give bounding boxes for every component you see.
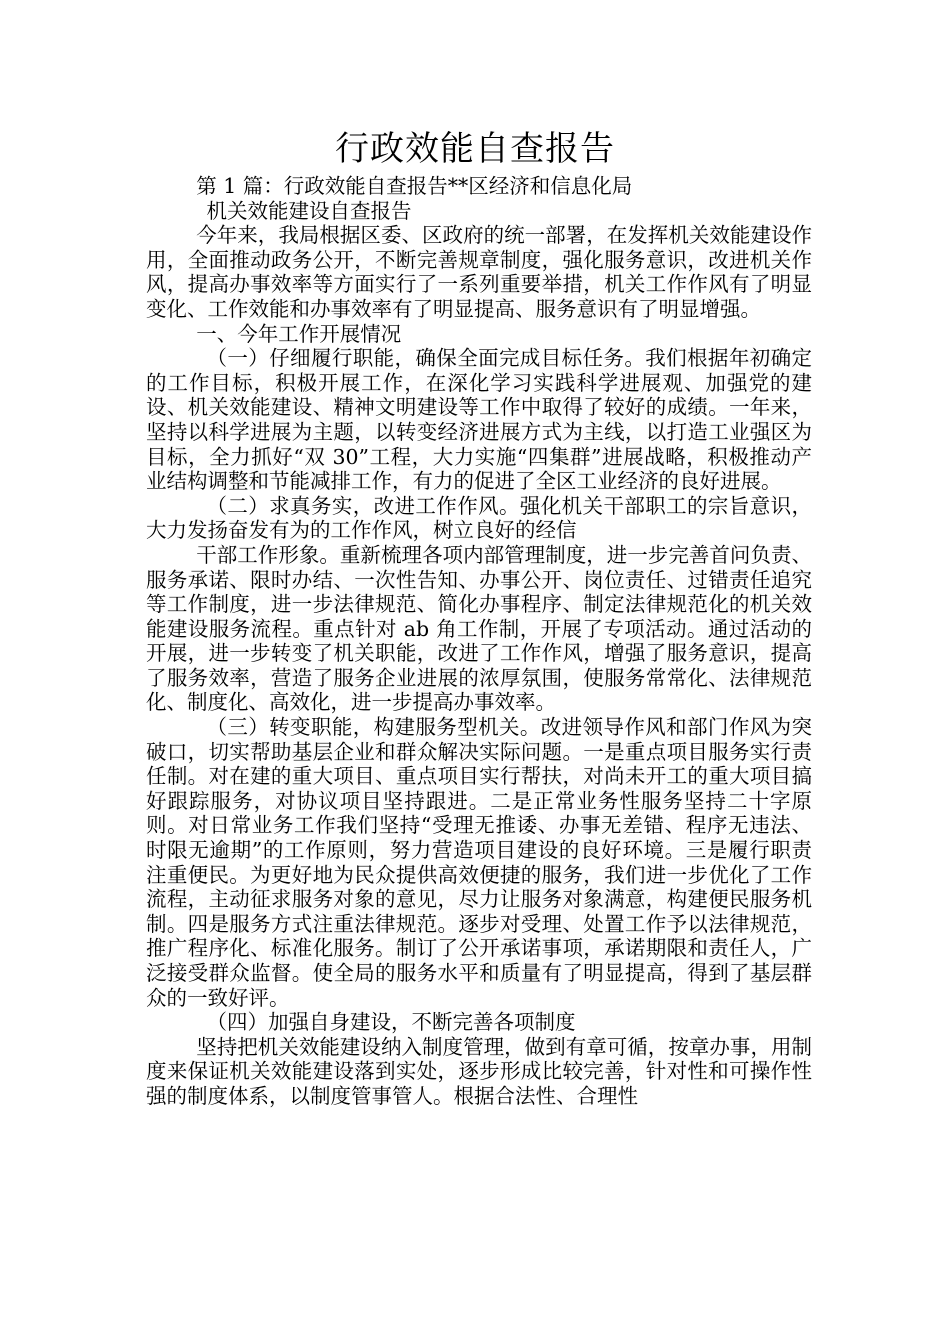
paragraph-item-2-cont: 干部工作形象。重新梳理各项内部管理制度，进一步完善首问负责、服务承诺、限时办结、一次性告知、办事公开、岗位责任、过错责任追究等工作制度，进一步法律规范、简化办事程序、制定法律规范化的机关效能建设服务流程。重点针对 ab 角工作制，开展了专项活动。通过活动的开展，进一步转变了机关职能，改进了工作作风，增强了服务意识，提高了服务效率，营造了服务企业进展的浓厚氛围，使服务常常化、法律规范化、制度化、高效化，进一步提高办事效率。 — [146, 542, 812, 715]
paragraph-item-4: 坚持把机关效能建设纳入制度管理，做到有章可循，按章办事，用制度来保证机关效能建设落到实处，逐步形成比较完善，针对性和可操作性强的制度体系，以制度管事管人。根据合法性、合理性 — [146, 1034, 812, 1108]
paragraph-item-1: （一）仔细履行职能，确保全面完成目标任务。我们根据年初确定的工作目标，积极开展工作，在深化学习实践科学进展观、加强党的建设、机关效能建设、精神文明建设等工作中取得了较好的成绩。一年来，坚持以科学进展为主题，以转变经济进展方式为主线，以打造工业强区为目标，全力抓好“双 30”工程，大力实施“四集群”进展战略，积极推动产业结构调整和节能减排工作，有力的促进了全区工业经济的良好进展。 — [146, 346, 812, 494]
subtitle-line: 机关效能建设自查报告 — [206, 198, 412, 223]
document-body — [146, 174, 812, 1109]
paragraph-item-3: （三）转变职能，构建服务型机关。改进领导作风和部门作风为突破口，切实帮助基层企业和群众解决实际问题。一是重点项目服务实行责任制。对在建的重大项目、重点项目实行帮扶，对尚未开工的重大项目搞好跟踪服务，对协议项目坚持跟进。二是正常业务性服务坚持二十字原则。对日常业务工作我们坚持“受理无推诿、办事无差错、程序无违法、时限无逾期”的工作原则，努力营造项目建设的良好环境。三是履行职责注重便民。为更好地为民众提供高效便捷的服务，我们进一步优化了工作流程，主动征求服务对象的意见，尽力让服务对象满意，构建便民服务机制。四是服务方式注重法律规范。逐步对受理、处置工作予以法律规范，推广程序化、标准化服务。制订了公开承诺事项，承诺期限和责任人，广泛接受群众监督。使全局的服务水平和质量有了明显提高，得到了基层群众的一致好评。 — [146, 715, 812, 1010]
section-heading-article: 第 1 篇：行政效能自查报告**区经济和信息化局 — [196, 174, 633, 198]
document-title: 行政效能自查报告 — [335, 129, 615, 169]
paragraph-intro: 今年来，我局根据区委、区政府的统一部署，在发挥机关效能建设作用，全面推动政务公开，不断完善规章制度，强化服务意识，改进机关作风，提高办事效率等方面实行了一系列重要举措，机关工作作风有了明显变化、工作效能和办事效率有了明显提高、服务意识有了明显增强。 — [146, 223, 812, 321]
section-heading-1: 一、今年工作开展情况 — [196, 321, 402, 346]
paragraph-item-2: （二）求真务实，改进工作作风。强化机关干部职工的宗旨意识，大力发扬奋发有为的工作作风，树立良好的经信 — [146, 493, 812, 543]
paragraph-item-4-heading: （四）加强自身建设，不断完善各项制度 — [206, 1010, 576, 1035]
